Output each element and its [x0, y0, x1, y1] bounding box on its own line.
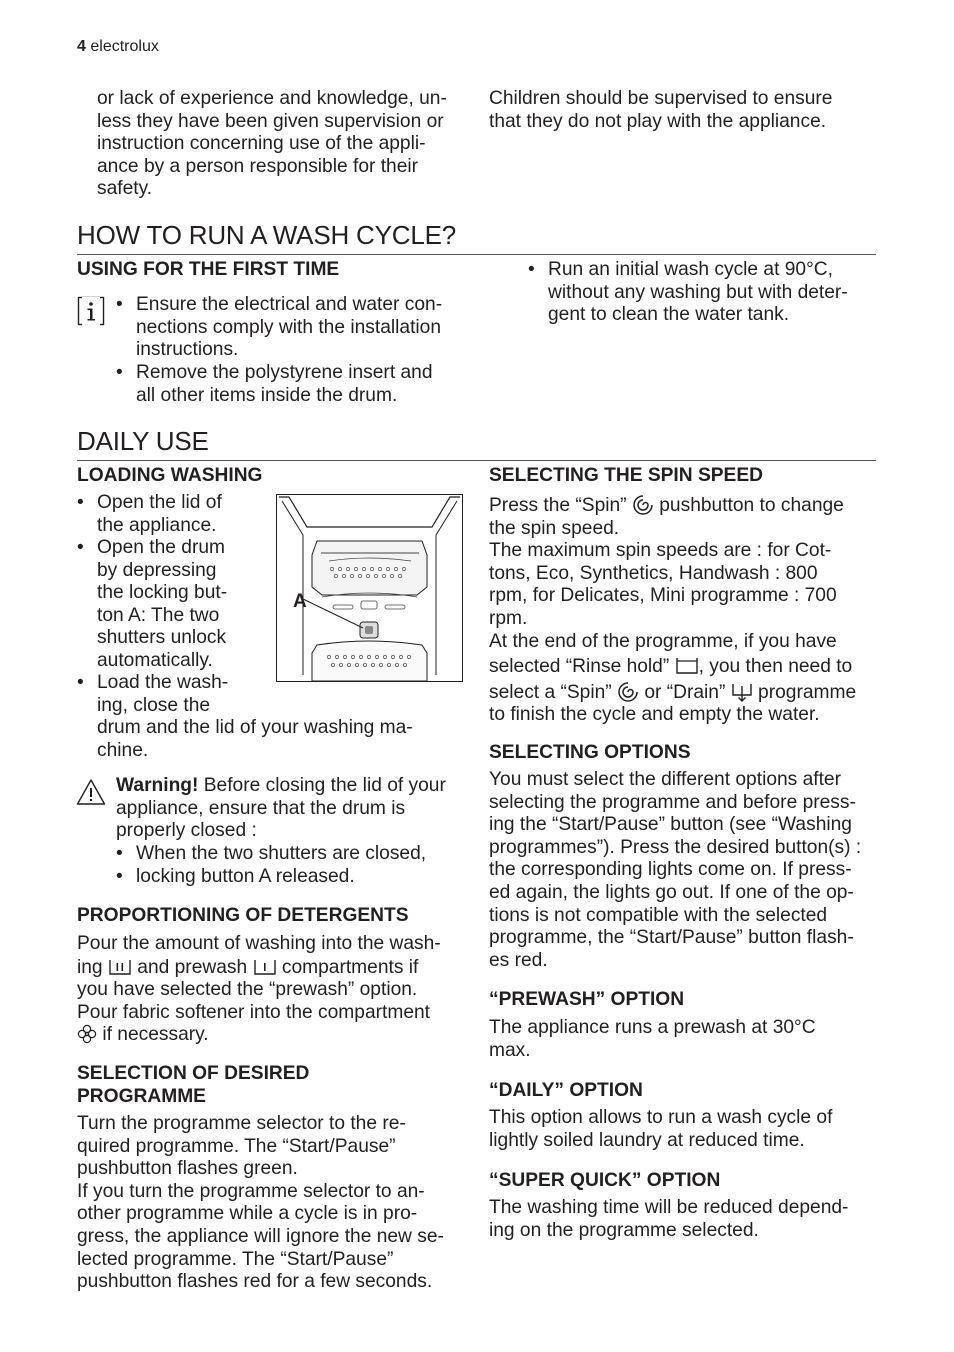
page-number: 4 — [77, 38, 86, 55]
text-line: Before closing the lid of your — [198, 775, 446, 796]
detergents-paragraph — [77, 933, 477, 1047]
spin-icon — [617, 681, 639, 703]
text-line: Ensure the electrical and water con- — [136, 294, 443, 315]
section-rule — [77, 254, 876, 255]
text-line: gress, the appliance will ignore the new se- — [77, 1225, 444, 1247]
text-line: tions is not compatible with the selected — [489, 904, 828, 926]
warning-text — [116, 775, 476, 843]
warning-bold-label: Warning! — [116, 775, 199, 796]
text-line: without any washing but with deter- — [548, 281, 848, 303]
text-line: drum and the lid of your washing ma- — [97, 717, 413, 739]
text-line: At the end of the programme, if you have — [489, 630, 837, 652]
text-line: selecting the programme and before press- — [489, 791, 856, 813]
text-line: Children should be supervised to ensure — [489, 88, 833, 109]
programme-paragraph — [77, 1113, 477, 1294]
prewash-compartment-icon — [253, 956, 277, 976]
brand-name: electrolux — [90, 38, 159, 55]
text-fragment: pushbutton to change — [659, 495, 844, 516]
fabric-softener-flower-icon — [77, 1024, 97, 1044]
text-fragment: programme — [758, 681, 857, 703]
text-line: quired programme. The “Start/Pause” — [77, 1135, 396, 1157]
drum-illustration — [276, 494, 463, 682]
text-line: chine. — [97, 739, 149, 761]
text-line: Open the lid of — [97, 492, 222, 513]
text-line: to finish the cycle and empty the water. — [489, 704, 820, 726]
text-line: lightly soiled laundry at reduced time. — [489, 1129, 805, 1151]
text-line: ing the “Start/Pause” button (see “Washing — [489, 814, 852, 836]
spin-icon — [632, 494, 654, 516]
text-line: the corresponding lights come on. If press- — [489, 859, 852, 881]
section-title-wash-cycle: HOW TO RUN A WASH CYCLE? — [77, 220, 457, 250]
text-line: This option allows to run a wash cycle of — [489, 1107, 833, 1128]
text-line: Pour fabric softener into the compartment — [77, 1001, 431, 1023]
text-line: less they have been given supervision or — [97, 110, 444, 132]
loading-heading: LOADING WASHING — [77, 465, 263, 486]
text-line: The maximum spin speeds are : for Cot- — [489, 540, 832, 562]
text-line: ed again, the lights go out. If one of the op- — [489, 881, 854, 903]
text-line: all other items inside the drum. — [136, 384, 398, 406]
text-line: programme, the “Start/Pause” button flash- — [489, 927, 854, 949]
text-line: appliance, ensure that the drum is — [116, 797, 406, 819]
heading-line: SELECTION OF DESIRED — [77, 1063, 310, 1084]
text-line: programmes”). Press the desired button(s) : — [489, 836, 862, 858]
text-line: rpm, for Delicates, Mini programme : 700 — [489, 585, 837, 607]
text-line: es red. — [489, 949, 548, 971]
text-line: gent to clean the water tank. — [548, 304, 790, 326]
spin-heading: SELECTING THE SPIN SPEED — [489, 465, 764, 486]
intro-right-paragraph — [489, 88, 879, 133]
first-time-heading: USING FOR THE FIRST TIME — [77, 259, 340, 280]
text-line: pushbutton flashes red for a few seconds. — [77, 1271, 433, 1293]
text-line: Remove the polystyrene insert and — [136, 362, 433, 383]
text-line: you have selected the “prewash” option. — [77, 979, 418, 1001]
text-line: by depressing — [97, 559, 217, 581]
text-line: ton A: The two — [97, 604, 220, 626]
daily-paragraph — [489, 1107, 879, 1152]
text-fragment: selected “Rinse hold” — [489, 656, 670, 678]
text-fragment: or “Drain” — [644, 681, 726, 703]
text-fragment: and prewash — [137, 956, 248, 978]
options-heading: SELECTING OPTIONS — [489, 742, 691, 763]
section-title-daily-use: DAILY USE — [77, 426, 209, 456]
superquick-heading: “SUPER QUICK” OPTION — [489, 1170, 721, 1191]
text-line: or lack of experience and knowledge, un- — [97, 88, 447, 109]
text-line: pushbutton flashes green. — [77, 1158, 298, 1180]
text-line: the appliance. — [97, 514, 217, 536]
spin-paragraph — [489, 494, 879, 727]
text-line: instruction concerning use of the appli- — [97, 133, 426, 155]
text-line: locking button A released. — [136, 866, 355, 887]
text-fragment: , you then need to — [698, 656, 853, 678]
prewash-paragraph — [489, 1017, 879, 1062]
text-line: the locking but- — [97, 582, 228, 604]
text-line: Pour the amount of washing into the wash- — [77, 933, 441, 954]
daily-heading: “DAILY” OPTION — [489, 1080, 643, 1101]
detergents-heading: PROPORTIONING OF DETERGENTS — [77, 905, 409, 926]
text-fragment: if necessary. — [102, 1024, 209, 1046]
main-wash-compartment-icon — [108, 956, 132, 976]
text-line: shutters unlock — [97, 627, 227, 649]
text-line: ing, close the — [97, 694, 211, 716]
options-paragraph — [489, 769, 879, 972]
text-fragment: select a “Spin” — [489, 681, 612, 703]
text-line: instructions. — [136, 339, 239, 361]
text-line: nections comply with the installation — [136, 316, 442, 338]
warning-triangle-icon — [76, 778, 106, 806]
text-fragment: ing — [77, 956, 103, 978]
intro-left-paragraph — [97, 88, 477, 201]
heading-line: PROGRAMME — [77, 1085, 206, 1107]
text-line: that they do not play with the appliance. — [489, 110, 827, 132]
programme-heading — [77, 1063, 309, 1108]
text-line: automatically. — [97, 649, 213, 671]
text-line: ing on the programme selected. — [489, 1219, 759, 1241]
prewash-heading: “PREWASH” OPTION — [489, 989, 685, 1010]
text-line: ance by a person responsible for their — [97, 155, 419, 177]
info-icon — [77, 296, 105, 326]
drum-drawing — [277, 495, 462, 681]
text-line: You must select the different options after — [489, 769, 841, 790]
text-line: other programme while a cycle is in pro- — [77, 1203, 418, 1225]
text-line: Load the wash- — [97, 672, 229, 693]
text-line: Run an initial wash cycle at 90°C, — [548, 259, 833, 280]
text-line: Turn the programme selector to the re- — [77, 1113, 406, 1134]
superquick-paragraph — [489, 1197, 879, 1242]
section-rule — [77, 460, 876, 461]
text-line: The washing time will be reduced depend- — [489, 1197, 849, 1218]
text-line: max. — [489, 1039, 531, 1061]
text-line: When the two shutters are closed, — [136, 843, 427, 864]
drain-icon — [731, 681, 753, 703]
text-line: the spin speed. — [489, 517, 620, 539]
rinse-hold-icon — [675, 655, 699, 675]
text-line: properly closed : — [116, 820, 257, 842]
text-fragment: Press the “Spin” — [489, 495, 627, 516]
text-line: tons, Eco, Synthetics, Handwash : 800 — [489, 562, 818, 584]
page-header — [77, 37, 159, 57]
figure-label-a: A — [293, 591, 307, 612]
text-line: Open the drum — [97, 537, 225, 558]
text-line: lected programme. The “Start/Pause” — [77, 1248, 394, 1270]
text-line: The appliance runs a prewash at 30°C — [489, 1017, 816, 1038]
text-line: If you turn the programme selector to an- — [77, 1180, 425, 1202]
text-line: safety. — [97, 178, 153, 200]
text-fragment: compartments if — [281, 956, 419, 978]
text-line: rpm. — [489, 607, 528, 629]
